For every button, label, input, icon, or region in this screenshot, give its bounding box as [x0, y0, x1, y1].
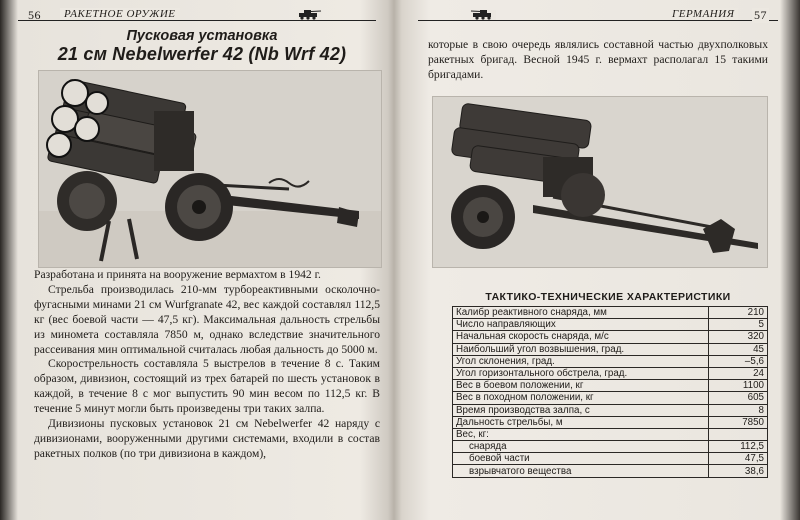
- spec-label: Время производства залпа, с: [453, 404, 709, 416]
- left-page: [18, 0, 386, 520]
- right-page-number: 57: [754, 8, 767, 22]
- specs-table: [452, 306, 768, 478]
- spec-label: Калибр реактивного снаряда, мм: [453, 307, 709, 319]
- table-row: [453, 441, 768, 453]
- specs-heading: ТАКТИКО-ТЕХНИЧЕСКИЕ ХАРАКТЕРИСТИКИ: [485, 291, 731, 303]
- spec-value: [709, 428, 768, 440]
- spec-label: Угол горизонтального обстрела, град.: [453, 367, 709, 379]
- table-row: [453, 416, 768, 428]
- spec-value: 605: [709, 392, 768, 404]
- spec-label: Дальность стрельбы, м: [453, 416, 709, 428]
- section-title: Пусковая установка: [126, 28, 278, 44]
- paragraph: Стрельба производилась 210-мм турбореактивными осколочно-фугасными минами 21 см Wurfgranate 42, вес каждой составлял 112,5 кг (вес боевой части — 47,5 кг). Максимальная дальность стрельбы из миномета составляла 7850 м, однако вследствие значительного рассеивания мин оптимальной считалась любая дальность до 5000 м.: [34, 282, 380, 356]
- paragraph: Разработана и принята на вооружение вермахтом в 1942 г.: [34, 268, 321, 281]
- left-running-head-text: РАКЕТНОЕ ОРУЖИЕ: [60, 8, 180, 20]
- left-body-text: [34, 268, 380, 462]
- spec-label: боевой части: [453, 453, 709, 465]
- spec-label: Вес в походном положении, кг: [453, 392, 709, 404]
- right-running-head-text: ГЕРМАНИЯ: [668, 8, 738, 20]
- tank-emblem-icon: [470, 10, 496, 20]
- launcher-photo-right: [432, 96, 768, 268]
- table-row: [453, 319, 768, 331]
- spec-label: взрывчатого вещества: [453, 465, 709, 477]
- spec-value: 7850: [709, 416, 768, 428]
- right-top-text: которые в свою очередь являлись составной частью двухполковых ракетных бригад. Весной 1945 г. вермахт располагал 15 такими бригадами.: [428, 38, 768, 81]
- launcher-photo-left: [38, 70, 382, 268]
- spec-value: 112,5: [709, 441, 768, 453]
- table-row: [453, 428, 768, 440]
- right-running-head: [408, 6, 778, 26]
- table-row: [453, 392, 768, 404]
- spec-label: Число направляющих: [453, 319, 709, 331]
- spec-value: 1100: [709, 380, 768, 392]
- header-rule: [18, 20, 376, 21]
- table-row: [453, 355, 768, 367]
- spec-value: 47,5: [709, 453, 768, 465]
- spec-label: снаряда: [453, 441, 709, 453]
- spec-value: 24: [709, 367, 768, 379]
- section-subtitle: 21 см Nebelwerfer 42 (Nb Wrf 42): [57, 44, 347, 64]
- header-rule: [418, 20, 778, 21]
- left-running-head: [18, 6, 386, 26]
- paragraph: Скорострельность составляла 5 выстрелов в течение 8 с. Таким образом, дивизион, состоящий из трех батарей по шесть установок в каждой, в течение 8 с мог выпустить 90 мин весом по 112,5 кг. В течение 5 минут могли быть произведены три таких залпа.: [34, 357, 380, 416]
- spec-label: Вес, кг:: [453, 428, 709, 440]
- spec-value: –5,6: [709, 355, 768, 367]
- table-row: [453, 307, 768, 319]
- spec-value: 8: [709, 404, 768, 416]
- table-row: [453, 331, 768, 343]
- spec-label: Наибольший угол возвышения, град.: [453, 343, 709, 355]
- spec-label: Угол склонения, град.: [453, 355, 709, 367]
- tank-emblem-icon: [296, 10, 322, 20]
- table-row: [453, 367, 768, 379]
- spec-label: Вес в боевом положении, кг: [453, 380, 709, 392]
- left-page-number: 56: [28, 8, 41, 22]
- spec-value: 38,6: [709, 465, 768, 477]
- spec-value: 210: [709, 307, 768, 319]
- paragraph: Дивизионы пусковых установок 21 см Nebelwerfer 42 наряду с дивизионами, вооруженными другими системами, входили в состав ракетных полков (по три дивизиона в каждом),: [34, 417, 380, 460]
- table-row: [453, 380, 768, 392]
- spec-value: 45: [709, 343, 768, 355]
- table-row: [453, 404, 768, 416]
- spec-value: 5: [709, 319, 768, 331]
- right-page: [408, 0, 778, 520]
- spec-value: 320: [709, 331, 768, 343]
- table-row: [453, 465, 768, 477]
- spec-label: Начальная скорость снаряда, м/с: [453, 331, 709, 343]
- table-row: [453, 453, 768, 465]
- table-row: [453, 343, 768, 355]
